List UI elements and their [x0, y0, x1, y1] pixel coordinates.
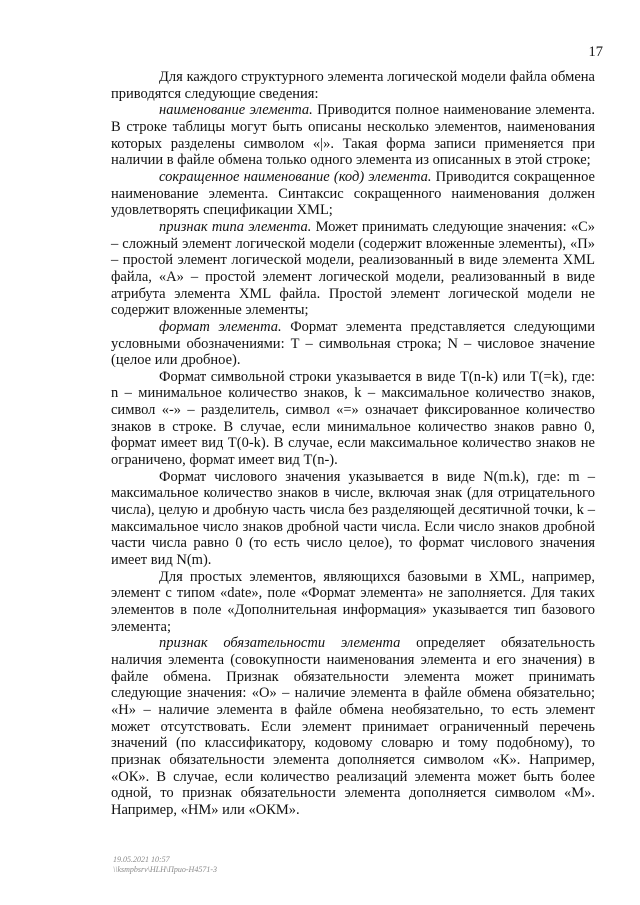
footer-timestamp: 19.05.2021 10:57	[113, 855, 170, 864]
paragraph-text: Приводится полное наименование элемента. В строке таблицы могут быть описаны несколько элементов, наименования которых разделены символом «|». Такая форма записи применяется при наличии в файле обмена только одного элемента из описанных в этой строке;	[111, 102, 595, 169]
paragraph	[111, 219, 595, 319]
paragraph-text: определяет обязательность наличия элемента (совокупности наименования элемента и его значения) в файле обмена. Признак обязательности элемента может принимать следующие значения: «О» – наличие элемента в файле обмена обязательно; «Н» – наличие элемента в файле обмена необязательно, то есть элемент может отсутствовать. Если элемент принимает ограниченный перечень значений (по классификатору, кодовому словарю и тому подобному), то признак обязательности элемента дополняется символом «К». Например, «ОК». В случае, если количество реализаций элемента может быть более одной, то признак обязательности элемента дополняется символом «М». Например, «НМ» или «ОКМ».	[111, 635, 595, 818]
page-number: 17	[588, 44, 603, 60]
footer-stamp	[113, 855, 217, 875]
paragraph	[111, 469, 595, 569]
paragraph	[111, 369, 595, 469]
footer-file-path: \\ksmpbsrv\HLH\Прио-H4571-3	[113, 865, 217, 874]
paragraph-text: Для каждого структурного элемента логической модели файла обмена приводятся следующие сведения:	[111, 69, 595, 102]
paragraph	[111, 569, 595, 636]
paragraph-text: Может принимать следующие значения: «С» – сложный элемент логической модели (содержит вложенные элементы), «П» – простой элемент логической модели, реализованный в виде элемента XML файла, «А» – простой элемент логической модели, реализованный в виде атрибута элемента XML файла. Простой элемент логической модели не содержит вложенные элементы;	[111, 218, 595, 319]
paragraph-text: Формат числового значения указывается в виде N(m.k), где: m – максимальное количество знаков в числе, включая знак (для отрицательного числа), целую и дробную часть числа без разделяющей десятичной точки, k – максимальное число знаков дробной части числа. Если число знаков дробной части числа равно 0 (то есть число целое), то формат числового значения имеет вид N(m).	[111, 468, 595, 569]
paragraph-text: Приводится сокращенное наименование элемента. Синтаксис сокращенного наименования должен удовлетворять спецификации XML;	[111, 168, 595, 219]
paragraph-text: Формат символьной строки указывается в виде Т(n-k) или Т(=k), где: n – минимальное количество знаков, k – максимальное количество знаков, символ «-» – разделитель, символ «=» означает фиксированное количество знаков в строке. В случае, если минимальное количество знаков равно 0, формат имеет вид Т(0-k). В случае, если максимальное количество знаков не ограничено, формат имеет вид Т(n-).	[111, 368, 595, 469]
paragraph	[111, 319, 595, 369]
paragraph-text: Формат элемента представляется следующими условными обозначениями: Т – символьная строка; N – числовое значение (целое или дробное).	[111, 318, 595, 369]
paragraph-term: сокращенное наименование (код) элемента.	[159, 168, 432, 185]
paragraph-term: признак обязательности элемента	[159, 635, 401, 652]
paragraph	[111, 635, 595, 818]
paragraph-term: формат элемента.	[159, 318, 282, 335]
body-text	[111, 69, 595, 819]
paragraph-term: признак типа элемента.	[159, 218, 312, 235]
paragraph	[111, 102, 595, 169]
paragraph	[111, 69, 595, 102]
paragraph-term: наименование элемента.	[159, 102, 313, 119]
paragraph	[111, 169, 595, 219]
paragraph-text: Для простых элементов, являющихся базовыми в XML, например, элемент с типом «date», поле «Формат элемента» не заполняется. Для таких элементов в поле «Дополнительная информация» указывается тип базового элемента;	[111, 568, 595, 635]
